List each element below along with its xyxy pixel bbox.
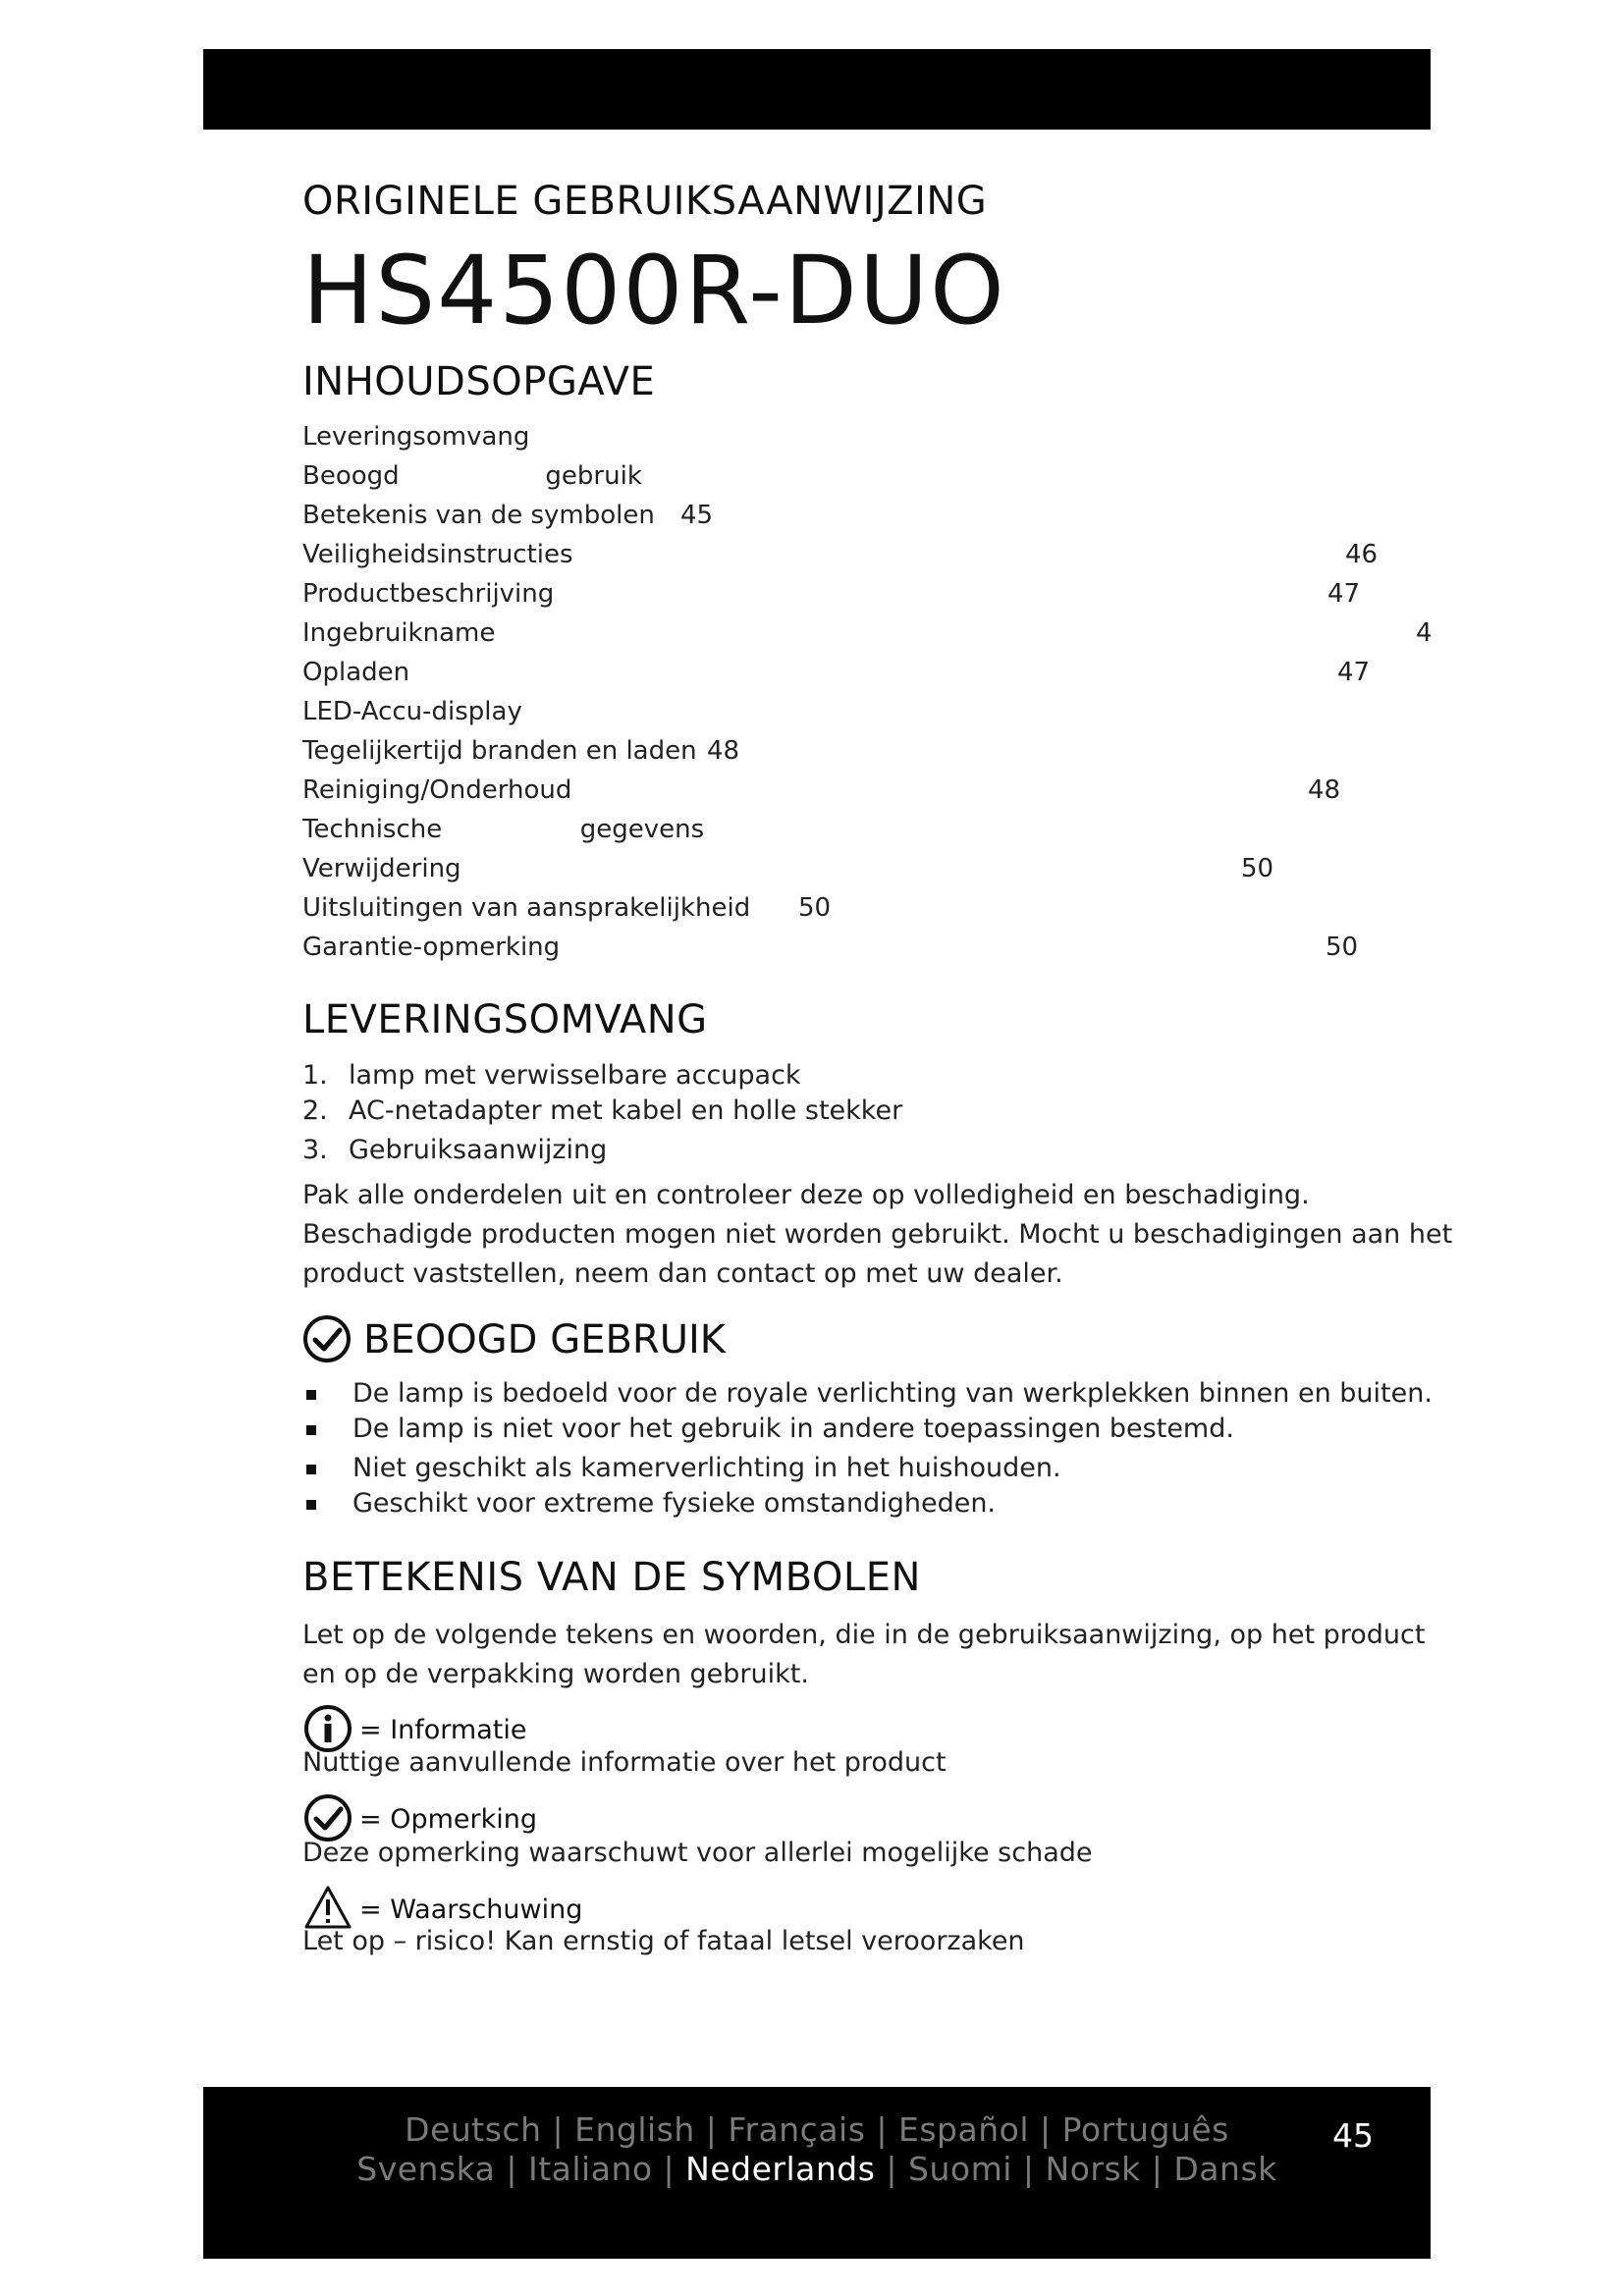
toc-page-number: 46 <box>1345 540 1379 569</box>
toc-page-number: 4 <box>1416 618 1433 648</box>
delivery-paragraph: Pak alle onderdelen uit en controleer deze op volledigheid en beschadiging. Beschadigde producten mogen niet worden gebruikt. Mocht u beschadigingen aan het product vaststellen, neem dan contact op met uw dealer. <box>302 1180 1453 1289</box>
language-link[interactable]: Français <box>728 2110 866 2149</box>
bullet-square-icon <box>306 1500 316 1510</box>
document-subtitle: ORIGINELE GEBRUIKSAANWIJZING <box>302 179 988 224</box>
check-circle-icon <box>302 1792 353 1843</box>
language-link-active[interactable]: Nederlands <box>685 2150 876 2188</box>
symbol-warning-description: Let op – risico! Kan ernstig of fataal letsel veroorzaken <box>302 1926 1025 1956</box>
symbols-heading: BETEKENIS VAN DE SYMBOLEN <box>302 1555 921 1600</box>
check-circle-icon <box>301 1313 352 1364</box>
toc-page-number: 48 <box>707 736 740 766</box>
page-number: 45 <box>1332 2116 1374 2155</box>
toc-page-number: 47 <box>1337 658 1371 687</box>
delivery-heading: LEVERINGSOMVANG <box>302 997 708 1042</box>
symbol-warning: = Waarschuwing <box>302 1883 793 1934</box>
symbol-info: = Informatie <box>302 1703 793 1754</box>
toc-page-number: 50 <box>1241 854 1274 883</box>
intended-use-bullet: De lamp is bedoeld voor de royale verlichting van werkplekken binnen en buiten. <box>302 1378 1382 1414</box>
language-link[interactable]: Deutsch <box>405 2110 542 2149</box>
symbols-intro: Let op de volgende tekens en woorden, die in de gebruiksaanwijzing, op het product en op de verpakking worden gebruikt. <box>302 1620 1426 1689</box>
language-link[interactable]: Suomi <box>908 2150 1012 2188</box>
intended-use-title: BEOOGD GEBRUIK <box>363 1317 727 1362</box>
toc-page-number: 47 <box>1327 579 1361 609</box>
language-link[interactable]: Português <box>1061 2110 1229 2149</box>
intended-use-bullet: De lamp is niet voor het gebruik in andere toepassingen bestemd. <box>302 1414 1382 1449</box>
footer-bar <box>203 2087 1431 2259</box>
language-list-line2: Svenska | Italiano | Nederlands | Suomi | Norsk | Dansk <box>356 2150 1277 2188</box>
bullet-square-icon <box>306 1425 316 1435</box>
top-black-bar <box>203 49 1431 130</box>
language-link[interactable]: English <box>574 2110 695 2149</box>
toc-page-number: 50 <box>798 893 832 923</box>
delivery-list-item: 3. Gebruiksaanwijzing <box>302 1135 608 1165</box>
intended-use-bullet: Niet geschikt als kamerverlichting in het huishouden. <box>302 1453 1382 1488</box>
bullet-square-icon <box>306 1390 316 1400</box>
bullet-square-icon <box>306 1465 316 1474</box>
model-title: HS4500R-DUO <box>302 236 1006 346</box>
toc-page-number: 48 <box>1308 775 1341 805</box>
toc-page-number: 45 <box>680 501 714 530</box>
language-link[interactable]: Español <box>898 2110 1030 2149</box>
delivery-list-item: 1. lamp met verwisselbare accupack <box>302 1060 801 1091</box>
intended-use-bullet: Geschikt voor extreme fysieke omstandigheden. <box>302 1488 1382 1523</box>
language-link[interactable]: Italiano <box>528 2150 653 2188</box>
language-link[interactable]: Svenska <box>356 2150 496 2188</box>
symbol-info-description: Nuttige aanvullende informatie over het product <box>302 1747 947 1778</box>
toc-page-number: 50 <box>1326 933 1359 962</box>
language-link[interactable]: Norsk <box>1045 2150 1141 2188</box>
symbol-remark: = Opmerking <box>302 1792 793 1843</box>
symbol-remark-description: Deze opmerking waarschuwt voor allerlei mogelijke schade <box>302 1838 1093 1868</box>
language-list-line1: Deutsch | English | Français | Español | Português <box>405 2110 1229 2149</box>
delivery-list-item: 2. AC-netadapter met kabel en holle stekker <box>302 1095 903 1126</box>
language-link[interactable]: Dansk <box>1173 2150 1277 2188</box>
toc-heading: INHOUDSOPGAVE <box>302 359 656 404</box>
